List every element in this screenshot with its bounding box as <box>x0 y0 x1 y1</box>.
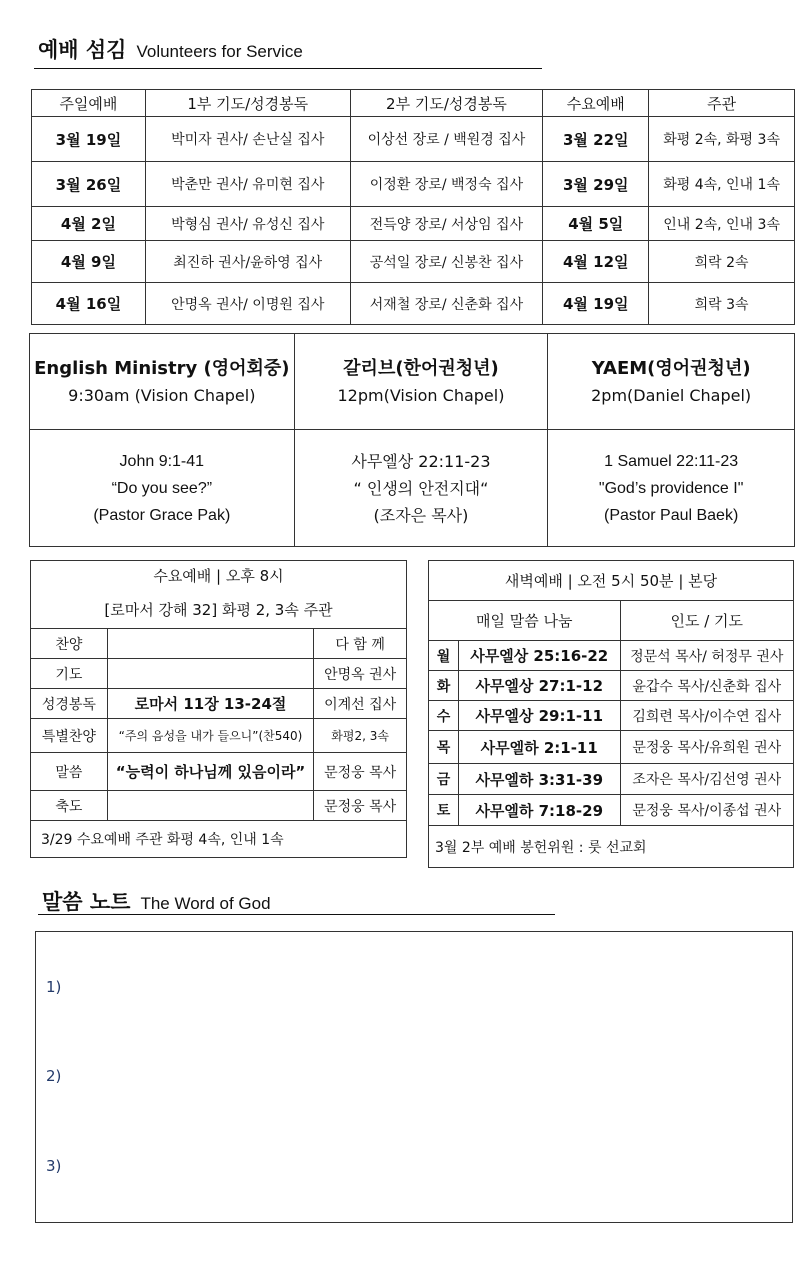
sermon-passage: 1 Samuel 22:11-23 <box>604 452 739 470</box>
order-person: 문정웅 목사 <box>314 791 407 821</box>
wednesday-footer-row <box>31 821 407 858</box>
first-service-volunteers: 최진하 권사/윤하영 집사 <box>145 241 350 283</box>
first-service-volunteers: 안명옥 권사/ 이명원 집사 <box>145 283 350 325</box>
dawn-day: 월 <box>429 641 459 671</box>
host-groups: 화평 2속, 화평 3속 <box>649 117 795 162</box>
order-content <box>107 791 313 821</box>
sermon-passage: John 9:1-41 <box>119 452 205 470</box>
table-row <box>31 791 407 821</box>
table-row <box>31 659 407 689</box>
table-row <box>32 207 795 241</box>
header-sunday: 주일예배 <box>32 90 146 117</box>
order-label: 특별찬양 <box>31 719 108 753</box>
table-row <box>429 764 794 795</box>
order-label: 말씀 <box>31 753 108 791</box>
ministry-english <box>30 334 295 430</box>
sermon-english <box>30 430 295 547</box>
notes-title-rule <box>38 914 555 915</box>
dawn-passage: 사무엘상 27:1-12 <box>458 671 620 701</box>
table-row <box>429 641 794 671</box>
dawn-title-row <box>429 561 794 601</box>
order-content: “주의 음성을 내가 들으니”(찬540) <box>107 719 313 753</box>
notes-box[interactable] <box>35 931 793 1223</box>
notes-title-en: The Word of God <box>140 894 271 913</box>
dawn-passage: 사무엘상 29:1-11 <box>458 701 620 731</box>
wednesday-title: 수요예배 | 오후 8시 <box>31 561 407 591</box>
table-row <box>32 117 795 162</box>
dawn-leader: 문정웅 목사/이종섭 권사 <box>620 795 793 826</box>
header-host: 주관 <box>649 90 795 117</box>
note-item: 1) <box>46 978 62 996</box>
order-person: 다 함 께 <box>314 629 407 659</box>
wednesday-date: 4월 5일 <box>543 207 649 241</box>
order-label: 축도 <box>31 791 108 821</box>
volunteers-table <box>31 89 795 325</box>
second-service-volunteers: 서재철 장로/ 신춘화 집사 <box>350 283 543 325</box>
sunday-date: 4월 16일 <box>32 283 146 325</box>
header-wednesday: 수요예배 <box>543 90 649 117</box>
order-label: 성경봉독 <box>31 689 108 719</box>
ministries-sermon-row <box>30 430 795 547</box>
table-row <box>429 795 794 826</box>
host-groups: 희락 2속 <box>649 241 795 283</box>
wednesday-date: 3월 29일 <box>543 162 649 207</box>
volunteers-header-row <box>32 90 795 117</box>
second-service-volunteers: 이상선 장로 / 백원경 집사 <box>350 117 543 162</box>
order-content <box>107 629 313 659</box>
dawn-passage: 사무엘하 2:1-11 <box>458 731 620 764</box>
volunteers-title <box>38 34 303 64</box>
second-service-volunteers: 전득양 장로/ 서상임 집사 <box>350 207 543 241</box>
sunday-date: 3월 19일 <box>32 117 146 162</box>
dawn-leader: 김희련 목사/이수연 집사 <box>620 701 793 731</box>
table-row <box>429 701 794 731</box>
sermon-title: “Do you see?” <box>111 479 213 497</box>
wednesday-subtitle: [로마서 강해 32] 화평 2, 3속 주관 <box>31 591 407 629</box>
header-second-service: 2부 기도/성경봉독 <box>350 90 543 117</box>
first-service-volunteers: 박형심 권사/ 유성신 집사 <box>145 207 350 241</box>
wednesday-service-table <box>30 560 407 858</box>
ministry-time: 2pm(Daniel Chapel) <box>591 385 752 405</box>
order-person: 문정웅 목사 <box>314 753 407 791</box>
table-row <box>32 162 795 207</box>
notes-title-ko: 말씀 노트 <box>42 890 131 914</box>
table-row <box>429 671 794 701</box>
wednesday-date: 4월 12일 <box>543 241 649 283</box>
ministry-name: 갈리브(한어권청년) <box>343 357 499 379</box>
volunteers-title-en: Volunteers for Service <box>136 42 303 61</box>
order-content <box>107 659 313 689</box>
dawn-title: 새벽예배 | 오전 5시 50분 | 본당 <box>429 561 794 601</box>
dawn-leader: 조자은 목사/김선영 권사 <box>620 764 793 795</box>
dawn-passage: 사무엘상 25:16-22 <box>458 641 620 671</box>
table-row <box>31 753 407 791</box>
first-service-volunteers: 박춘만 권사/ 유미현 집사 <box>145 162 350 207</box>
dawn-leader: 정문석 목사/ 허정무 권사 <box>620 641 793 671</box>
ministry-korean-youth <box>294 334 548 430</box>
dawn-day: 금 <box>429 764 459 795</box>
order-content: 로마서 11장 13-24절 <box>107 689 313 719</box>
wednesday-footer: 3/29 수요예배 주관 화평 4속, 인내 1속 <box>31 821 407 858</box>
dawn-day: 목 <box>429 731 459 764</box>
order-person: 화평2, 3속 <box>314 719 407 753</box>
order-person: 이계선 집사 <box>314 689 407 719</box>
dawn-service-table <box>428 560 794 868</box>
volunteers-title-rule <box>34 68 542 69</box>
second-service-volunteers: 이정환 장로/ 백정숙 집사 <box>350 162 543 207</box>
table-row <box>32 241 795 283</box>
wednesday-date: 3월 22일 <box>543 117 649 162</box>
header-first-service: 1부 기도/성경봉독 <box>145 90 350 117</box>
notes-title <box>42 886 271 916</box>
order-content: “능력이 하나님께 있음이라” <box>107 753 313 791</box>
ministries-table <box>29 333 795 547</box>
table-row <box>429 731 794 764</box>
order-person: 안명옥 권사 <box>314 659 407 689</box>
note-item: 3) <box>46 1157 62 1175</box>
sermon-preacher: (Pastor Paul Baek) <box>604 506 739 524</box>
note-item: 2) <box>46 1067 62 1085</box>
wednesday-date: 4월 19일 <box>543 283 649 325</box>
dawn-footer-row <box>429 826 794 868</box>
dawn-day: 토 <box>429 795 459 826</box>
table-row <box>32 283 795 325</box>
wednesday-subtitle-row <box>31 591 407 629</box>
sunday-date: 4월 9일 <box>32 241 146 283</box>
sunday-date: 3월 26일 <box>32 162 146 207</box>
table-row <box>31 629 407 659</box>
host-groups: 희락 3속 <box>649 283 795 325</box>
dawn-passage: 사무엘하 7:18-29 <box>458 795 620 826</box>
order-label: 찬양 <box>31 629 108 659</box>
sermon-title: "God’s providence I" <box>598 479 744 497</box>
ministries-header-row <box>30 334 795 430</box>
sermon-passage: 사무엘상 22:11-23 <box>351 451 491 471</box>
dawn-header-leader: 인도 / 기도 <box>620 601 793 641</box>
table-row <box>31 689 407 719</box>
volunteers-title-ko: 예배 섬김 <box>38 38 127 62</box>
table-row <box>31 719 407 753</box>
ministry-time: 12pm(Vision Chapel) <box>337 385 505 405</box>
order-label: 기도 <box>31 659 108 689</box>
host-groups: 화평 4속, 인내 1속 <box>649 162 795 207</box>
ministry-name: YAEM(영어권청년) <box>591 357 751 379</box>
sermon-preacher: (Pastor Grace Pak) <box>93 506 231 524</box>
sermon-english-youth <box>548 430 795 547</box>
dawn-leader: 문정웅 목사/유희원 권사 <box>620 731 793 764</box>
first-service-volunteers: 박미자 권사/ 손난실 집사 <box>145 117 350 162</box>
ministry-name: English Ministry (영어회중) <box>34 357 290 379</box>
dawn-header-row <box>429 601 794 641</box>
second-service-volunteers: 공석일 장로/ 신봉찬 집사 <box>350 241 543 283</box>
dawn-header-passage: 매일 말씀 나눔 <box>429 601 621 641</box>
sermon-preacher: (조자은 목사) <box>373 505 469 525</box>
ministry-time: 9:30am (Vision Chapel) <box>68 385 256 405</box>
dawn-passage: 사무엘하 3:31-39 <box>458 764 620 795</box>
dawn-leader: 윤갑수 목사/신춘화 집사 <box>620 671 793 701</box>
host-groups: 인내 2속, 인내 3속 <box>649 207 795 241</box>
dawn-footer: 3월 2부 예배 봉헌위원 : 룻 선교회 <box>429 826 794 868</box>
dawn-day: 화 <box>429 671 459 701</box>
ministry-english-youth <box>548 334 795 430</box>
dawn-day: 수 <box>429 701 459 731</box>
wednesday-title-row <box>31 561 407 591</box>
sunday-date: 4월 2일 <box>32 207 146 241</box>
sermon-korean-youth <box>294 430 548 547</box>
sermon-title: “ 인생의 안전지대“ <box>353 478 489 498</box>
